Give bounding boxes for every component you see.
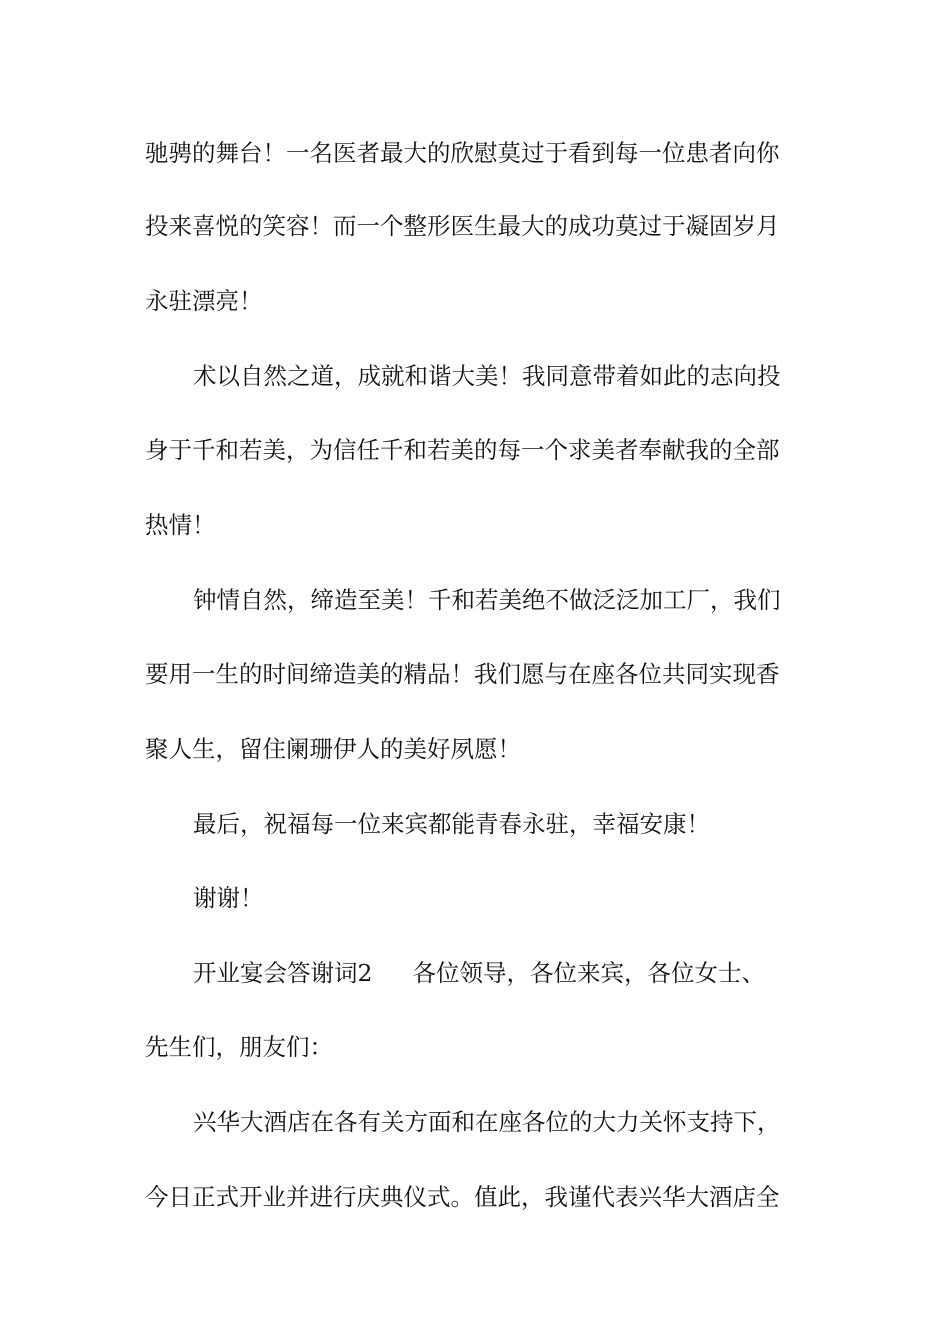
- text-line-11: 谢谢！: [193, 884, 264, 912]
- text-line-8: 要用一生的时间缔造美的精品！我们愿与在座各位共同实现香: [145, 660, 780, 688]
- text-line-4: 术以自然之道，成就和谐大美！我同意带着如此的志向投: [193, 362, 781, 390]
- text-line-13: 先生们，朋友们：: [145, 1033, 333, 1061]
- text-line-14: 兴华大酒店在各有关方面和在座各位的大力关怀支持下，: [193, 1108, 781, 1136]
- text-line-2: 投来喜悦的笑容！而一个整形医生最大的成功莫过于凝固岁月: [145, 212, 780, 240]
- text-line-1: 驰骋的舞台！一名医者最大的欣慰莫过于看到每一位患者向你: [145, 139, 780, 167]
- text-line-3: 永驻漂亮！: [145, 287, 263, 315]
- text-line-6: 热情！: [145, 511, 216, 539]
- text-line-10: 最后，祝福每一位来宾都能青春永驻，幸福安康！: [193, 810, 710, 838]
- section-heading-line: [193, 953, 873, 993]
- greeting-text: 各位领导，各位来宾，各位女士、: [412, 959, 765, 987]
- text-line-7: 钟情自然，缔造至美！千和若美绝不做泛泛加工厂，我们: [193, 586, 781, 614]
- text-line-5: 身于千和若美，为信任千和若美的每一个求美者奉献我的全部: [145, 436, 780, 464]
- text-line-9: 聚人生，留住阑珊伊人的美好夙愿！: [145, 735, 521, 763]
- text-line-15: 今日正式开业并进行庆典仪式。值此，我谨代表兴华大酒店全: [145, 1183, 780, 1211]
- section-title: 开业宴会答谢词2: [193, 959, 373, 987]
